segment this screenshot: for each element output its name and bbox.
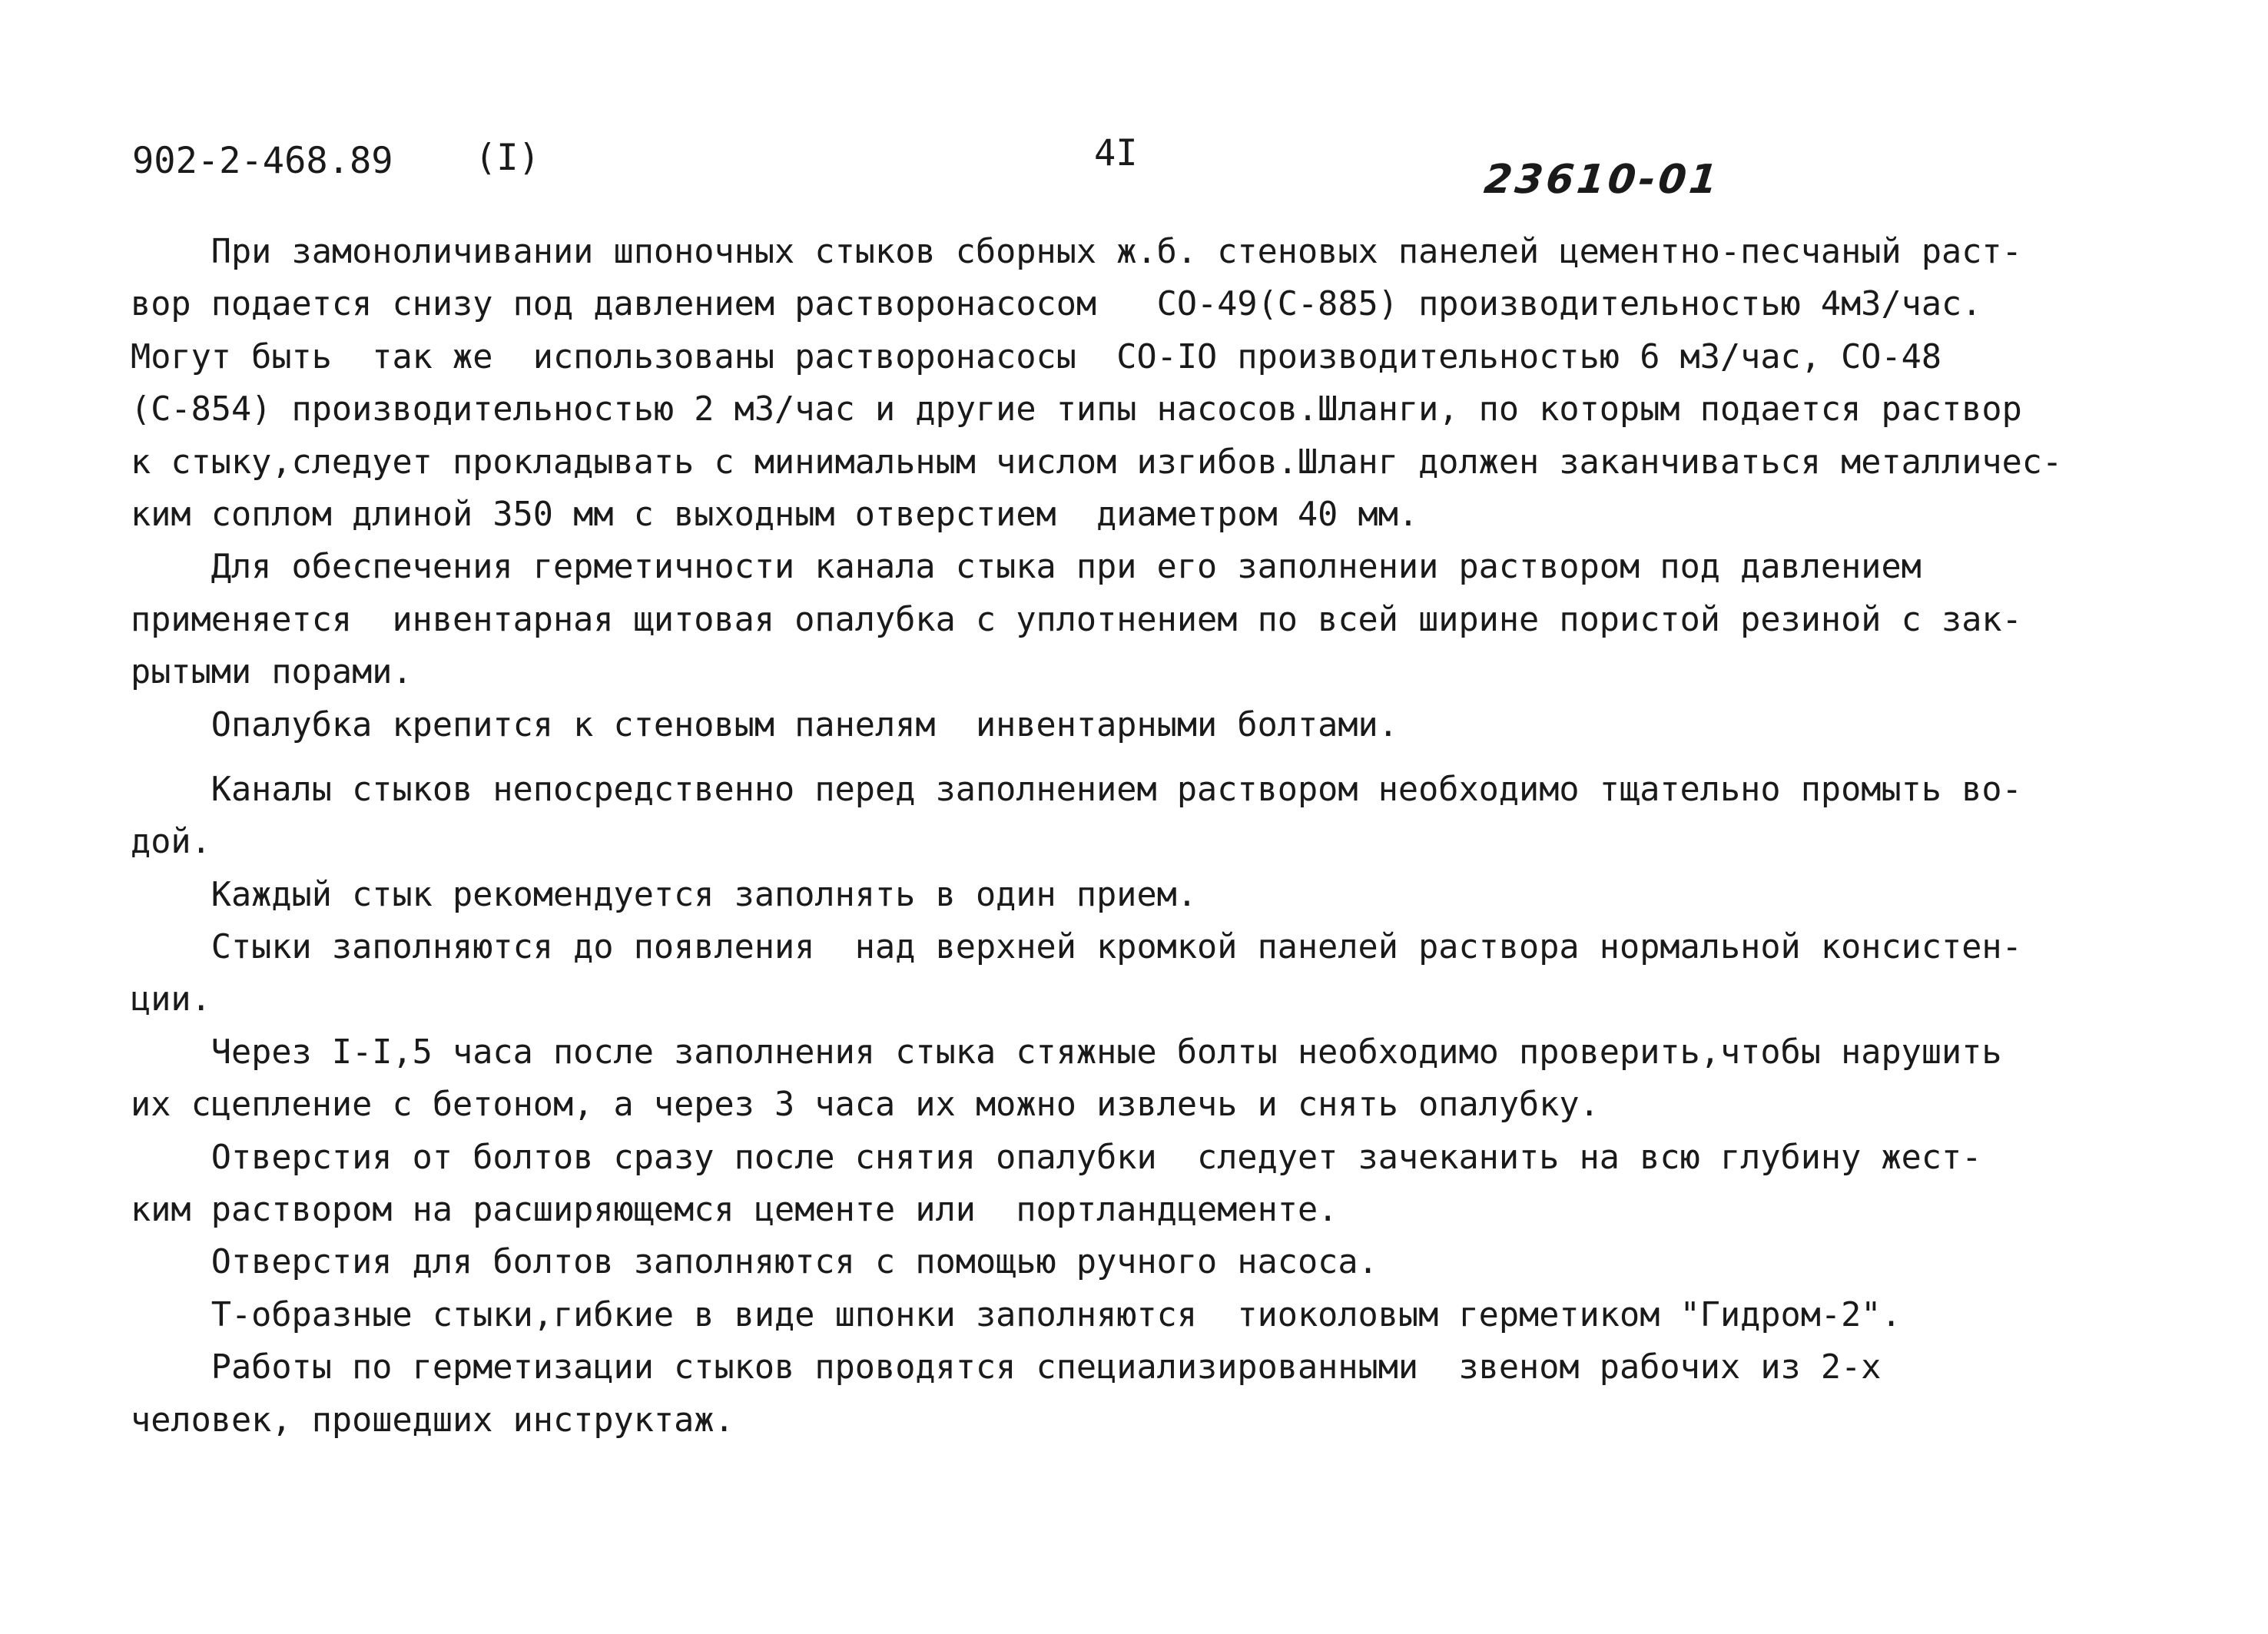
text-line: их сцепление с бетоном, а через 3 часа их можно извлечь и снять опалубку. — [131, 1085, 1600, 1125]
text-line: Каждый стык рекомендуется заполнять в один прием. — [131, 875, 1198, 914]
text-line: Через I-I,5 часа после заполнения стыка стяжные болты необходимо проверить,чтобы нарушить — [131, 1032, 2002, 1072]
paragraph — [131, 1132, 2174, 1237]
text-line: человек, прошедших инструктаж. — [131, 1400, 734, 1440]
page-number: 4I — [1094, 132, 1138, 174]
paragraph — [131, 699, 2174, 751]
text-line: вор подается снизу под давлением растворонасосом СО-49(С-885) производительностью 4м3/час. — [131, 285, 1982, 324]
text-line: ким соплом длиной 350 мм с выходным отверстием диаметром 40 мм. — [131, 495, 1419, 534]
text-line: (С-854) производительностью 2 м3/час и другие типы насосов.Шланги, по которым подается раствор — [131, 390, 2022, 429]
text-line: Каналы стыков непосредственно перед заполнением раствором необходимо тщательно промыть во- — [131, 770, 2022, 809]
text-line: Опалубка крепится к стеновым панелям инвентарными болтами. — [131, 705, 1398, 744]
archive-number: 23610-01 — [1481, 157, 1723, 203]
text-line: Т-образные стыки,гибкие в виде шпонки заполняются тиоколовым герметиком "Гидром-2". — [131, 1295, 1902, 1334]
text-line: Стыки заполняются до появления над верхней кромкой панелей раствора нормальной консистен- — [131, 928, 2022, 967]
text-line: Могут быть так же использованы растворонасосы СО-IО производительностью 6 м3/час, СО-48 — [131, 337, 1942, 376]
paragraph — [131, 869, 2174, 921]
paragraph — [131, 921, 2174, 1026]
paragraph — [131, 764, 2174, 869]
text-line: При замоноличивании шпоночных стыков сборных ж.б. стеновых панелей цементно-песчаный раст- — [131, 233, 2022, 271]
text-line: Отверстия от болтов сразу после снятия опалубки следует зачеканить на всю глубину жест- — [131, 1138, 1982, 1177]
text-line: ким раствором на расширяющемся цементе или портландцементе. — [131, 1191, 1338, 1230]
document-part: (I) — [475, 137, 540, 179]
body-text — [131, 226, 2174, 1447]
text-line: Работы по герметизации стыков проводятся специализированными звеном рабочих из 2-х — [131, 1348, 1882, 1387]
text-line: применяется инвентарная щитовая опалубка с уплотнением по всей ширине пористой резиной с зак- — [131, 600, 2022, 639]
text-line: Отверстия для болтов заполняются с помощью ручного насоса. — [131, 1243, 1378, 1282]
text-line: Для обеспечения герметичности канала стыка при его заполнении раствором под давлением — [131, 548, 1922, 587]
paragraph-gap — [131, 751, 2174, 764]
text-line: дой. — [131, 823, 211, 862]
paragraph — [131, 226, 2174, 541]
paragraph — [131, 1236, 2174, 1288]
paragraph — [131, 1026, 2174, 1132]
document-code: 902-2-468.89 — [132, 140, 393, 182]
paragraph — [131, 1341, 2174, 1447]
text-line: ции. — [131, 980, 211, 1019]
text-line: рытыми порами. — [131, 653, 413, 692]
paragraph — [131, 541, 2174, 698]
paragraph — [131, 1289, 2174, 1341]
text-line: к стыку,следует прокладывать с минимальным числом изгибов.Шланг должен заканчиваться металличес- — [131, 442, 2063, 482]
